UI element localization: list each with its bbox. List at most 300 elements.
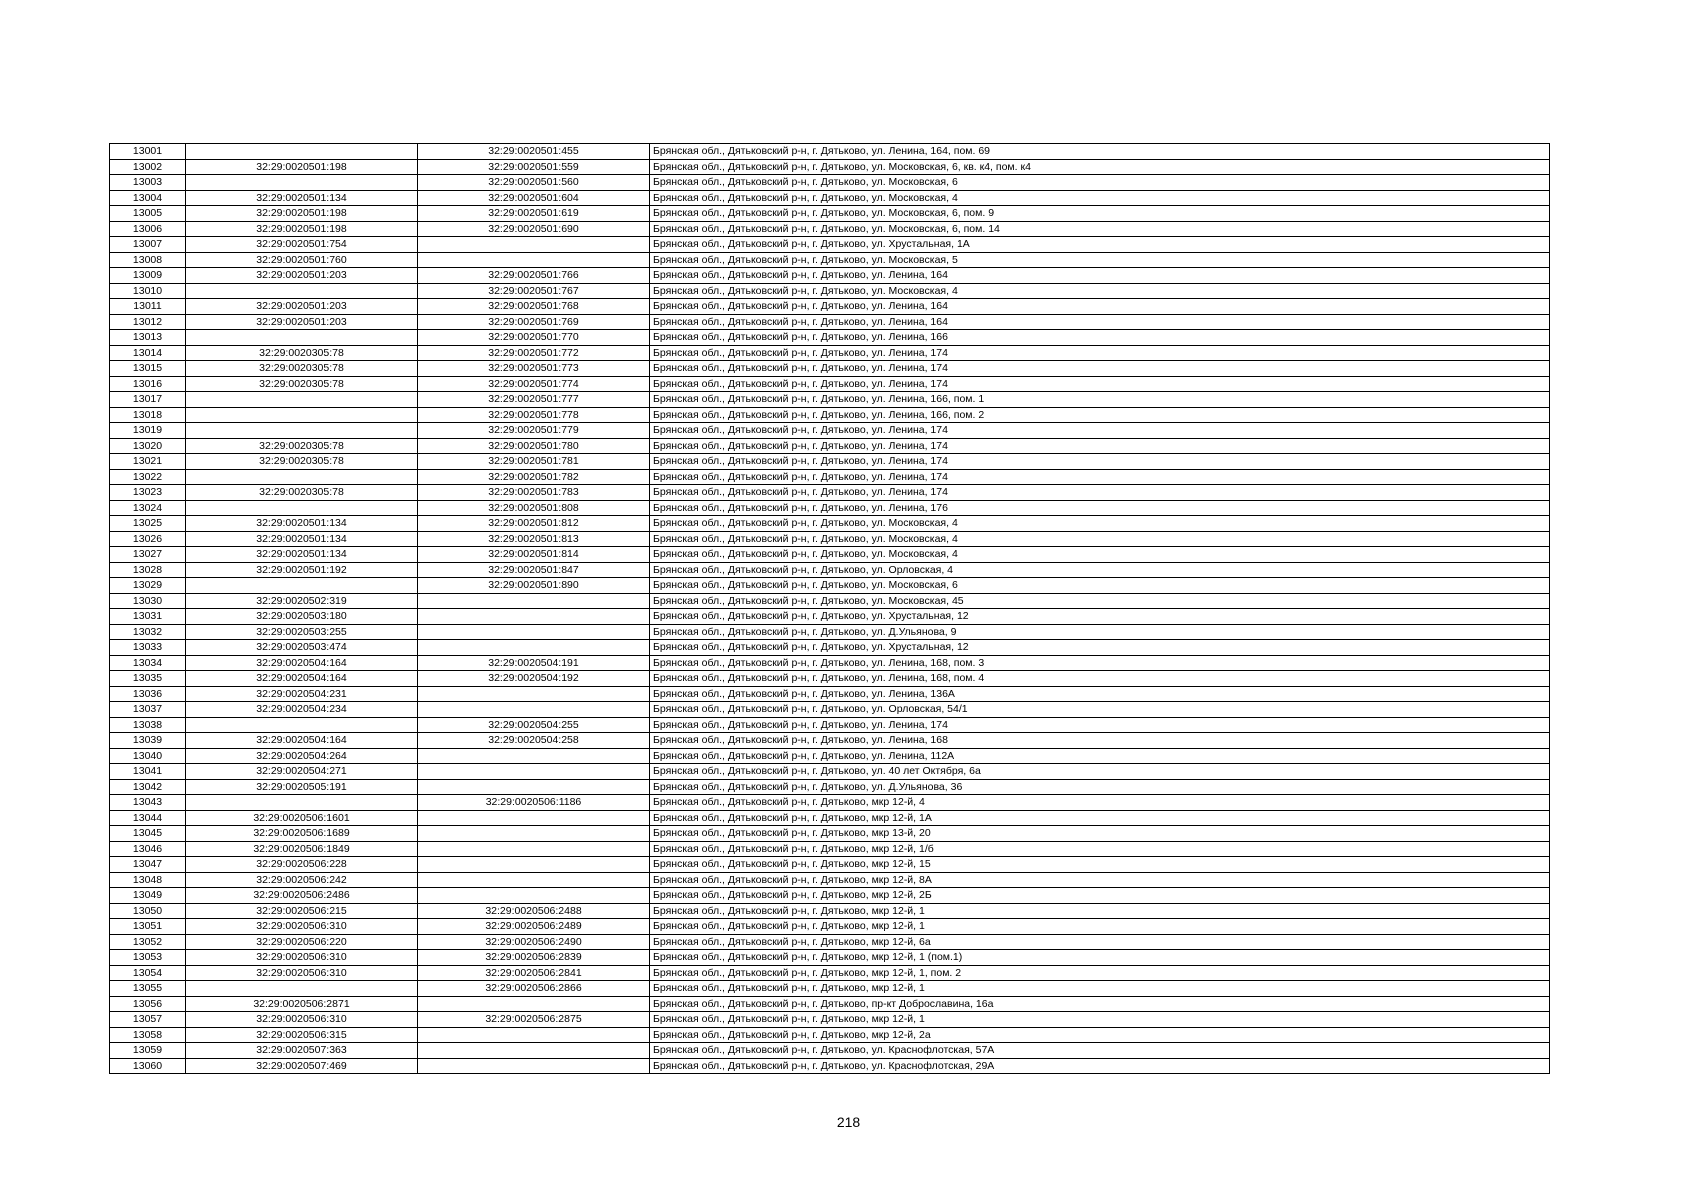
cadastral-number-cell: [186, 283, 418, 299]
row-number-cell: 13060: [110, 1058, 186, 1074]
object-cadastral-number-cell: 32:29:0020501:455: [418, 144, 650, 160]
table-row: [110, 547, 1550, 563]
object-cadastral-number-cell: [418, 702, 650, 718]
address-cell: Брянская обл., Дятьковский р-н, г. Дятьково, ул. Краснофлотская, 29А: [650, 1058, 1550, 1074]
address-cell: Брянская обл., Дятьковский р-н, г. Дятьково, мкр 12-й, 4: [650, 795, 1550, 811]
cadastral-number-cell: 32:29:0020501:192: [186, 562, 418, 578]
page-number: 218: [836, 1114, 861, 1130]
object-cadastral-number-cell: [418, 1027, 650, 1043]
row-number-cell: 13053: [110, 950, 186, 966]
table-row: [110, 1012, 1550, 1028]
table-row: [110, 299, 1550, 315]
address-cell: Брянская обл., Дятьковский р-н, г. Дятьково, ул. Ленина, 174: [650, 423, 1550, 439]
object-cadastral-number-cell: 32:29:0020501:772: [418, 345, 650, 361]
address-cell: Брянская обл., Дятьковский р-н, г. Дятьково, ул. Московская, 5: [650, 252, 1550, 268]
table-row: [110, 392, 1550, 408]
cadastral-number-cell: 32:29:0020503:255: [186, 624, 418, 640]
object-cadastral-number-cell: [418, 237, 650, 253]
cadastral-number-cell: 32:29:0020504:234: [186, 702, 418, 718]
table-row: [110, 268, 1550, 284]
object-cadastral-number-cell: 32:29:0020504:192: [418, 671, 650, 687]
cadastral-number-cell: 32:29:0020504:164: [186, 655, 418, 671]
object-cadastral-number-cell: 32:29:0020506:1186: [418, 795, 650, 811]
row-number-cell: 13033: [110, 640, 186, 656]
table-row: [110, 888, 1550, 904]
address-cell: Брянская обл., Дятьковский р-н, г. Дятьково, ул. Московская, 4: [650, 547, 1550, 563]
address-cell: Брянская обл., Дятьковский р-н, г. Дятьково, ул. Ленина, 164: [650, 299, 1550, 315]
cadastral-number-cell: [186, 175, 418, 191]
row-number-cell: 13001: [110, 144, 186, 160]
cadastral-number-cell: 32:29:0020501:134: [186, 516, 418, 532]
address-cell: Брянская обл., Дятьковский р-н, г. Дятьково, ул. Д.Ульянова, 36: [650, 779, 1550, 795]
row-number-cell: 13023: [110, 485, 186, 501]
row-number-cell: 13009: [110, 268, 186, 284]
address-cell: Брянская обл., Дятьковский р-н, г. Дятьково, ул. Ленина, 176: [650, 500, 1550, 516]
object-cadastral-number-cell: 32:29:0020501:782: [418, 469, 650, 485]
row-number-cell: 13031: [110, 609, 186, 625]
table-row: [110, 454, 1550, 470]
address-cell: Брянская обл., Дятьковский р-н, г. Дятьково, ул. Ленина, 166, пом. 1: [650, 392, 1550, 408]
row-number-cell: 13036: [110, 686, 186, 702]
address-cell: Брянская обл., Дятьковский р-н, г. Дятьково, ул. Московская, 6: [650, 175, 1550, 191]
address-cell: Брянская обл., Дятьковский р-н, г. Дятьково, ул. Хрустальная, 1А: [650, 237, 1550, 253]
address-cell: Брянская обл., Дятьковский р-н, г. Дятьково, ул. Орловская, 54/1: [650, 702, 1550, 718]
row-number-cell: 13019: [110, 423, 186, 439]
table-row: [110, 1027, 1550, 1043]
registry-table: [109, 143, 1550, 1074]
row-number-cell: 13027: [110, 547, 186, 563]
row-number-cell: 13058: [110, 1027, 186, 1043]
address-cell: Брянская обл., Дятьковский р-н, г. Дятьково, ул. Московская, 4: [650, 190, 1550, 206]
cadastral-number-cell: 32:29:0020504:231: [186, 686, 418, 702]
cadastral-number-cell: 32:29:0020506:2486: [186, 888, 418, 904]
table-row: [110, 237, 1550, 253]
address-cell: Брянская обл., Дятьковский р-н, г. Дятьково, ул. Д.Ульянова, 9: [650, 624, 1550, 640]
address-cell: Брянская обл., Дятьковский р-н, г. Дятьково, мкр 12-й, 15: [650, 857, 1550, 873]
row-number-cell: 13018: [110, 407, 186, 423]
object-cadastral-number-cell: [418, 841, 650, 857]
address-cell: Брянская обл., Дятьковский р-н, г. Дятьково, ул. Ленина, 174: [650, 361, 1550, 377]
row-number-cell: 13015: [110, 361, 186, 377]
table-row: [110, 531, 1550, 547]
cadastral-number-cell: [186, 795, 418, 811]
row-number-cell: 13037: [110, 702, 186, 718]
row-number-cell: 13016: [110, 376, 186, 392]
table-row: [110, 361, 1550, 377]
object-cadastral-number-cell: [418, 996, 650, 1012]
object-cadastral-number-cell: [418, 252, 650, 268]
table-row: [110, 903, 1550, 919]
cadastral-number-cell: [186, 469, 418, 485]
address-cell: Брянская обл., Дятьковский р-н, г. Дятьково, ул. Краснофлотская, 57А: [650, 1043, 1550, 1059]
row-number-cell: 13051: [110, 919, 186, 935]
object-cadastral-number-cell: 32:29:0020501:769: [418, 314, 650, 330]
table-row: [110, 469, 1550, 485]
row-number-cell: 13040: [110, 748, 186, 764]
address-cell: Брянская обл., Дятьковский р-н, г. Дятьково, ул. Ленина, 168: [650, 733, 1550, 749]
object-cadastral-number-cell: [418, 624, 650, 640]
table-row: [110, 686, 1550, 702]
row-number-cell: 13022: [110, 469, 186, 485]
address-cell: Брянская обл., Дятьковский р-н, г. Дятьково, мкр 12-й, 1 (пом.1): [650, 950, 1550, 966]
row-number-cell: 13046: [110, 841, 186, 857]
table-row: [110, 857, 1550, 873]
table-row: [110, 144, 1550, 160]
address-cell: Брянская обл., Дятьковский р-н, г. Дятьково, пр-кт Доброславина, 16а: [650, 996, 1550, 1012]
cadastral-number-cell: 32:29:0020305:78: [186, 454, 418, 470]
cadastral-number-cell: 32:29:0020506:1849: [186, 841, 418, 857]
object-cadastral-number-cell: 32:29:0020504:191: [418, 655, 650, 671]
table-row: [110, 810, 1550, 826]
address-cell: Брянская обл., Дятьковский р-н, г. Дятьково, ул. Хрустальная, 12: [650, 609, 1550, 625]
table-row: [110, 438, 1550, 454]
cadastral-number-cell: 32:29:0020305:78: [186, 438, 418, 454]
row-number-cell: 13012: [110, 314, 186, 330]
cadastral-number-cell: 32:29:0020305:78: [186, 376, 418, 392]
row-number-cell: 13021: [110, 454, 186, 470]
cadastral-number-cell: [186, 407, 418, 423]
table-row: [110, 671, 1550, 687]
row-number-cell: 13054: [110, 965, 186, 981]
cadastral-number-cell: 32:29:0020506:1601: [186, 810, 418, 826]
object-cadastral-number-cell: 32:29:0020501:768: [418, 299, 650, 315]
object-cadastral-number-cell: 32:29:0020504:255: [418, 717, 650, 733]
cadastral-number-cell: 32:29:0020507:363: [186, 1043, 418, 1059]
table-row: [110, 919, 1550, 935]
address-cell: Брянская обл., Дятьковский р-н, г. Дятьково, мкр 12-й, 1/б: [650, 841, 1550, 857]
address-cell: Брянская обл., Дятьковский р-н, г. Дятьково, ул. Московская, 4: [650, 283, 1550, 299]
cadastral-number-cell: 32:29:0020506:220: [186, 934, 418, 950]
address-cell: Брянская обл., Дятьковский р-н, г. Дятьково, ул. Ленина, 174: [650, 345, 1550, 361]
address-cell: Брянская обл., Дятьковский р-н, г. Дятьково, ул. Московская, 6, пом. 9: [650, 206, 1550, 222]
address-cell: Брянская обл., Дятьковский р-н, г. Дятьково, мкр 12-й, 2а: [650, 1027, 1550, 1043]
address-cell: Брянская обл., Дятьковский р-н, г. Дятьково, ул. Ленина, 174: [650, 376, 1550, 392]
cadastral-number-cell: 32:29:0020503:474: [186, 640, 418, 656]
address-cell: Брянская обл., Дятьковский р-н, г. Дятьково, ул. Ленина, 174: [650, 438, 1550, 454]
table-row: [110, 702, 1550, 718]
address-cell: Брянская обл., Дятьковский р-н, г. Дятьково, мкр 12-й, 8А: [650, 872, 1550, 888]
address-cell: Брянская обл., Дятьковский р-н, г. Дятьково, ул. Хрустальная, 12: [650, 640, 1550, 656]
cadastral-number-cell: 32:29:0020506:310: [186, 1012, 418, 1028]
row-number-cell: 13059: [110, 1043, 186, 1059]
object-cadastral-number-cell: 32:29:0020506:2490: [418, 934, 650, 950]
cadastral-number-cell: [186, 330, 418, 346]
row-number-cell: 13002: [110, 159, 186, 175]
object-cadastral-number-cell: 32:29:0020501:690: [418, 221, 650, 237]
cadastral-number-cell: 32:29:0020504:264: [186, 748, 418, 764]
cadastral-number-cell: 32:29:0020501:198: [186, 206, 418, 222]
address-cell: Брянская обл., Дятьковский р-н, г. Дятьково, ул. Ленина, 136А: [650, 686, 1550, 702]
object-cadastral-number-cell: 32:29:0020501:783: [418, 485, 650, 501]
row-number-cell: 13039: [110, 733, 186, 749]
object-cadastral-number-cell: [418, 779, 650, 795]
cadastral-number-cell: 32:29:0020504:271: [186, 764, 418, 780]
table-row: [110, 190, 1550, 206]
table-row: [110, 175, 1550, 191]
table-row: [110, 655, 1550, 671]
table-row: [110, 717, 1550, 733]
object-cadastral-number-cell: 32:29:0020501:779: [418, 423, 650, 439]
row-number-cell: 13026: [110, 531, 186, 547]
address-cell: Брянская обл., Дятьковский р-н, г. Дятьково, ул. Ленина, 174: [650, 454, 1550, 470]
row-number-cell: 13041: [110, 764, 186, 780]
row-number-cell: 13025: [110, 516, 186, 532]
cadastral-number-cell: [186, 423, 418, 439]
cadastral-number-cell: 32:29:0020505:191: [186, 779, 418, 795]
table-row: [110, 593, 1550, 609]
cadastral-number-cell: 32:29:0020501:134: [186, 531, 418, 547]
address-cell: Брянская обл., Дятьковский р-н, г. Дятьково, мкр 13-й, 20: [650, 826, 1550, 842]
cadastral-number-cell: 32:29:0020501:203: [186, 268, 418, 284]
table-row: [110, 578, 1550, 594]
object-cadastral-number-cell: 32:29:0020501:559: [418, 159, 650, 175]
address-cell: Брянская обл., Дятьковский р-н, г. Дятьково, ул. Ленина, 166, пом. 2: [650, 407, 1550, 423]
row-number-cell: 13028: [110, 562, 186, 578]
table-row: [110, 330, 1550, 346]
table-row: [110, 609, 1550, 625]
object-cadastral-number-cell: [418, 1058, 650, 1074]
cadastral-number-cell: 32:29:0020506:310: [186, 919, 418, 935]
table-row: [110, 624, 1550, 640]
table-row: [110, 562, 1550, 578]
address-cell: Брянская обл., Дятьковский р-н, г. Дятьково, мкр 12-й, 2Б: [650, 888, 1550, 904]
registry-table-body: [110, 144, 1550, 1074]
address-cell: Брянская обл., Дятьковский р-н, г. Дятьково, ул. Ленина, 164, пом. 69: [650, 144, 1550, 160]
table-row: [110, 981, 1550, 997]
address-cell: Брянская обл., Дятьковский р-н, г. Дятьково, мкр 12-й, 1, пом. 2: [650, 965, 1550, 981]
address-cell: Брянская обл., Дятьковский р-н, г. Дятьково, мкр 12-й, 1: [650, 981, 1550, 997]
cadastral-number-cell: 32:29:0020506:315: [186, 1027, 418, 1043]
table-row: [110, 221, 1550, 237]
object-cadastral-number-cell: [418, 857, 650, 873]
table-row: [110, 252, 1550, 268]
row-number-cell: 13024: [110, 500, 186, 516]
object-cadastral-number-cell: 32:29:0020506:2488: [418, 903, 650, 919]
row-number-cell: 13005: [110, 206, 186, 222]
object-cadastral-number-cell: [418, 593, 650, 609]
table-row: [110, 345, 1550, 361]
cadastral-number-cell: 32:29:0020305:78: [186, 485, 418, 501]
row-number-cell: 13057: [110, 1012, 186, 1028]
address-cell: Брянская обл., Дятьковский р-н, г. Дятьково, ул. Московская, 4: [650, 516, 1550, 532]
cadastral-number-cell: [186, 717, 418, 733]
object-cadastral-number-cell: 32:29:0020506:2489: [418, 919, 650, 935]
address-cell: Брянская обл., Дятьковский р-н, г. Дятьково, ул. Ленина, 174: [650, 469, 1550, 485]
object-cadastral-number-cell: 32:29:0020506:2841: [418, 965, 650, 981]
row-number-cell: 13032: [110, 624, 186, 640]
table-row: [110, 841, 1550, 857]
object-cadastral-number-cell: 32:29:0020501:812: [418, 516, 650, 532]
object-cadastral-number-cell: 32:29:0020501:781: [418, 454, 650, 470]
row-number-cell: 13043: [110, 795, 186, 811]
row-number-cell: 13052: [110, 934, 186, 950]
object-cadastral-number-cell: 32:29:0020506:2866: [418, 981, 650, 997]
cadastral-number-cell: 32:29:0020506:310: [186, 965, 418, 981]
cadastral-number-cell: 32:29:0020506:2871: [186, 996, 418, 1012]
cadastral-number-cell: 32:29:0020502:319: [186, 593, 418, 609]
address-cell: Брянская обл., Дятьковский р-н, г. Дятьково, ул. Ленина, 168, пом. 3: [650, 655, 1550, 671]
address-cell: Брянская обл., Дятьковский р-н, г. Дятьково, мкр 12-й, 1: [650, 919, 1550, 935]
table-row: [110, 950, 1550, 966]
cadastral-number-cell: 32:29:0020305:78: [186, 345, 418, 361]
object-cadastral-number-cell: 32:29:0020501:777: [418, 392, 650, 408]
table-row: [110, 764, 1550, 780]
cadastral-number-cell: 32:29:0020501:754: [186, 237, 418, 253]
object-cadastral-number-cell: [418, 872, 650, 888]
row-number-cell: 13003: [110, 175, 186, 191]
object-cadastral-number-cell: [418, 1043, 650, 1059]
row-number-cell: 13011: [110, 299, 186, 315]
table-row: [110, 376, 1550, 392]
table-row: [110, 795, 1550, 811]
row-number-cell: 13056: [110, 996, 186, 1012]
object-cadastral-number-cell: [418, 748, 650, 764]
table-row: [110, 934, 1550, 950]
row-number-cell: 13047: [110, 857, 186, 873]
row-number-cell: 13044: [110, 810, 186, 826]
table-row: [110, 733, 1550, 749]
address-cell: Брянская обл., Дятьковский р-н, г. Дятьково, ул. Орловская, 4: [650, 562, 1550, 578]
table-row: [110, 996, 1550, 1012]
address-cell: Брянская обл., Дятьковский р-н, г. Дятьково, ул. Московская, 6, пом. 14: [650, 221, 1550, 237]
object-cadastral-number-cell: [418, 888, 650, 904]
address-cell: Брянская обл., Дятьковский р-н, г. Дятьково, мкр 12-й, 1: [650, 903, 1550, 919]
cadastral-number-cell: 32:29:0020501:198: [186, 221, 418, 237]
cadastral-number-cell: [186, 981, 418, 997]
object-cadastral-number-cell: [418, 686, 650, 702]
table-row: [110, 748, 1550, 764]
row-number-cell: 13034: [110, 655, 186, 671]
cadastral-number-cell: 32:29:0020501:134: [186, 547, 418, 563]
row-number-cell: 13014: [110, 345, 186, 361]
address-cell: Брянская обл., Дятьковский р-н, г. Дятьково, ул. Ленина, 174: [650, 485, 1550, 501]
cadastral-number-cell: 32:29:0020501:203: [186, 299, 418, 315]
object-cadastral-number-cell: 32:29:0020506:2839: [418, 950, 650, 966]
object-cadastral-number-cell: 32:29:0020501:560: [418, 175, 650, 191]
row-number-cell: 13020: [110, 438, 186, 454]
cadastral-number-cell: 32:29:0020506:215: [186, 903, 418, 919]
address-cell: Брянская обл., Дятьковский р-н, г. Дятьково, ул. Московская, 4: [650, 531, 1550, 547]
table-row: [110, 640, 1550, 656]
table-row: [110, 159, 1550, 175]
object-cadastral-number-cell: [418, 826, 650, 842]
table-row: [110, 423, 1550, 439]
object-cadastral-number-cell: 32:29:0020501:774: [418, 376, 650, 392]
object-cadastral-number-cell: 32:29:0020501:890: [418, 578, 650, 594]
table-row: [110, 826, 1550, 842]
cadastral-number-cell: 32:29:0020305:78: [186, 361, 418, 377]
cadastral-number-cell: 32:29:0020506:1689: [186, 826, 418, 842]
object-cadastral-number-cell: 32:29:0020501:766: [418, 268, 650, 284]
address-cell: Брянская обл., Дятьковский р-н, г. Дятьково, ул. Московская, 45: [650, 593, 1550, 609]
cadastral-number-cell: [186, 392, 418, 408]
row-number-cell: 13030: [110, 593, 186, 609]
table-row: [110, 500, 1550, 516]
row-number-cell: 13010: [110, 283, 186, 299]
row-number-cell: 13042: [110, 779, 186, 795]
object-cadastral-number-cell: [418, 609, 650, 625]
table-row: [110, 516, 1550, 532]
row-number-cell: 13050: [110, 903, 186, 919]
table-row: [110, 779, 1550, 795]
object-cadastral-number-cell: 32:29:0020501:767: [418, 283, 650, 299]
cadastral-number-cell: [186, 578, 418, 594]
row-number-cell: 13055: [110, 981, 186, 997]
cadastral-number-cell: [186, 144, 418, 160]
cadastral-number-cell: 32:29:0020504:164: [186, 671, 418, 687]
row-number-cell: 13038: [110, 717, 186, 733]
cadastral-number-cell: 32:29:0020501:134: [186, 190, 418, 206]
table-row: [110, 872, 1550, 888]
object-cadastral-number-cell: [418, 810, 650, 826]
cadastral-number-cell: 32:29:0020506:310: [186, 950, 418, 966]
cadastral-number-cell: 32:29:0020507:469: [186, 1058, 418, 1074]
table-row: [110, 485, 1550, 501]
table-row: [110, 314, 1550, 330]
cadastral-number-cell: 32:29:0020501:198: [186, 159, 418, 175]
object-cadastral-number-cell: 32:29:0020504:258: [418, 733, 650, 749]
object-cadastral-number-cell: 32:29:0020501:619: [418, 206, 650, 222]
address-cell: Брянская обл., Дятьковский р-н, г. Дятьково, ул. Московская, 6, кв. к4, пом. к4: [650, 159, 1550, 175]
row-number-cell: 13048: [110, 872, 186, 888]
object-cadastral-number-cell: [418, 764, 650, 780]
row-number-cell: 13007: [110, 237, 186, 253]
address-cell: Брянская обл., Дятьковский р-н, г. Дятьково, мкр 12-й, 1: [650, 1012, 1550, 1028]
address-cell: Брянская обл., Дятьковский р-н, г. Дятьково, ул. Ленина, 174: [650, 717, 1550, 733]
table-row: [110, 283, 1550, 299]
object-cadastral-number-cell: 32:29:0020501:813: [418, 531, 650, 547]
address-cell: Брянская обл., Дятьковский р-н, г. Дятьково, мкр 12-й, 6а: [650, 934, 1550, 950]
cadastral-number-cell: [186, 500, 418, 516]
address-cell: Брянская обл., Дятьковский р-н, г. Дятьково, ул. 40 лет Октября, 6а: [650, 764, 1550, 780]
address-cell: Брянская обл., Дятьковский р-н, г. Дятьково, ул. Ленина, 166: [650, 330, 1550, 346]
cadastral-number-cell: 32:29:0020503:180: [186, 609, 418, 625]
object-cadastral-number-cell: [418, 640, 650, 656]
row-number-cell: 13004: [110, 190, 186, 206]
cadastral-number-cell: 32:29:0020501:203: [186, 314, 418, 330]
row-number-cell: 13045: [110, 826, 186, 842]
address-cell: Брянская обл., Дятьковский р-н, г. Дятьково, ул. Ленина, 168, пом. 4: [650, 671, 1550, 687]
object-cadastral-number-cell: 32:29:0020501:847: [418, 562, 650, 578]
row-number-cell: 13029: [110, 578, 186, 594]
object-cadastral-number-cell: 32:29:0020506:2875: [418, 1012, 650, 1028]
address-cell: Брянская обл., Дятьковский р-н, г. Дятьково, мкр 12-й, 1А: [650, 810, 1550, 826]
object-cadastral-number-cell: 32:29:0020501:808: [418, 500, 650, 516]
object-cadastral-number-cell: 32:29:0020501:773: [418, 361, 650, 377]
cadastral-number-cell: 32:29:0020504:164: [186, 733, 418, 749]
table-row: [110, 407, 1550, 423]
row-number-cell: 13006: [110, 221, 186, 237]
object-cadastral-number-cell: 32:29:0020501:814: [418, 547, 650, 563]
cadastral-number-cell: 32:29:0020506:242: [186, 872, 418, 888]
object-cadastral-number-cell: 32:29:0020501:770: [418, 330, 650, 346]
row-number-cell: 13035: [110, 671, 186, 687]
table-row: [110, 1043, 1550, 1059]
address-cell: Брянская обл., Дятьковский р-н, г. Дятьково, ул. Ленина, 112А: [650, 748, 1550, 764]
row-number-cell: 13008: [110, 252, 186, 268]
address-cell: Брянская обл., Дятьковский р-н, г. Дятьково, ул. Московская, 6: [650, 578, 1550, 594]
address-cell: Брянская обл., Дятьковский р-н, г. Дятьково, ул. Ленина, 164: [650, 268, 1550, 284]
object-cadastral-number-cell: 32:29:0020501:780: [418, 438, 650, 454]
object-cadastral-number-cell: 32:29:0020501:604: [418, 190, 650, 206]
cadastral-number-cell: 32:29:0020506:228: [186, 857, 418, 873]
row-number-cell: 13049: [110, 888, 186, 904]
cadastral-number-cell: 32:29:0020501:760: [186, 252, 418, 268]
object-cadastral-number-cell: 32:29:0020501:778: [418, 407, 650, 423]
table-row: [110, 206, 1550, 222]
table-row: [110, 1058, 1550, 1074]
address-cell: Брянская обл., Дятьковский р-н, г. Дятьково, ул. Ленина, 164: [650, 314, 1550, 330]
